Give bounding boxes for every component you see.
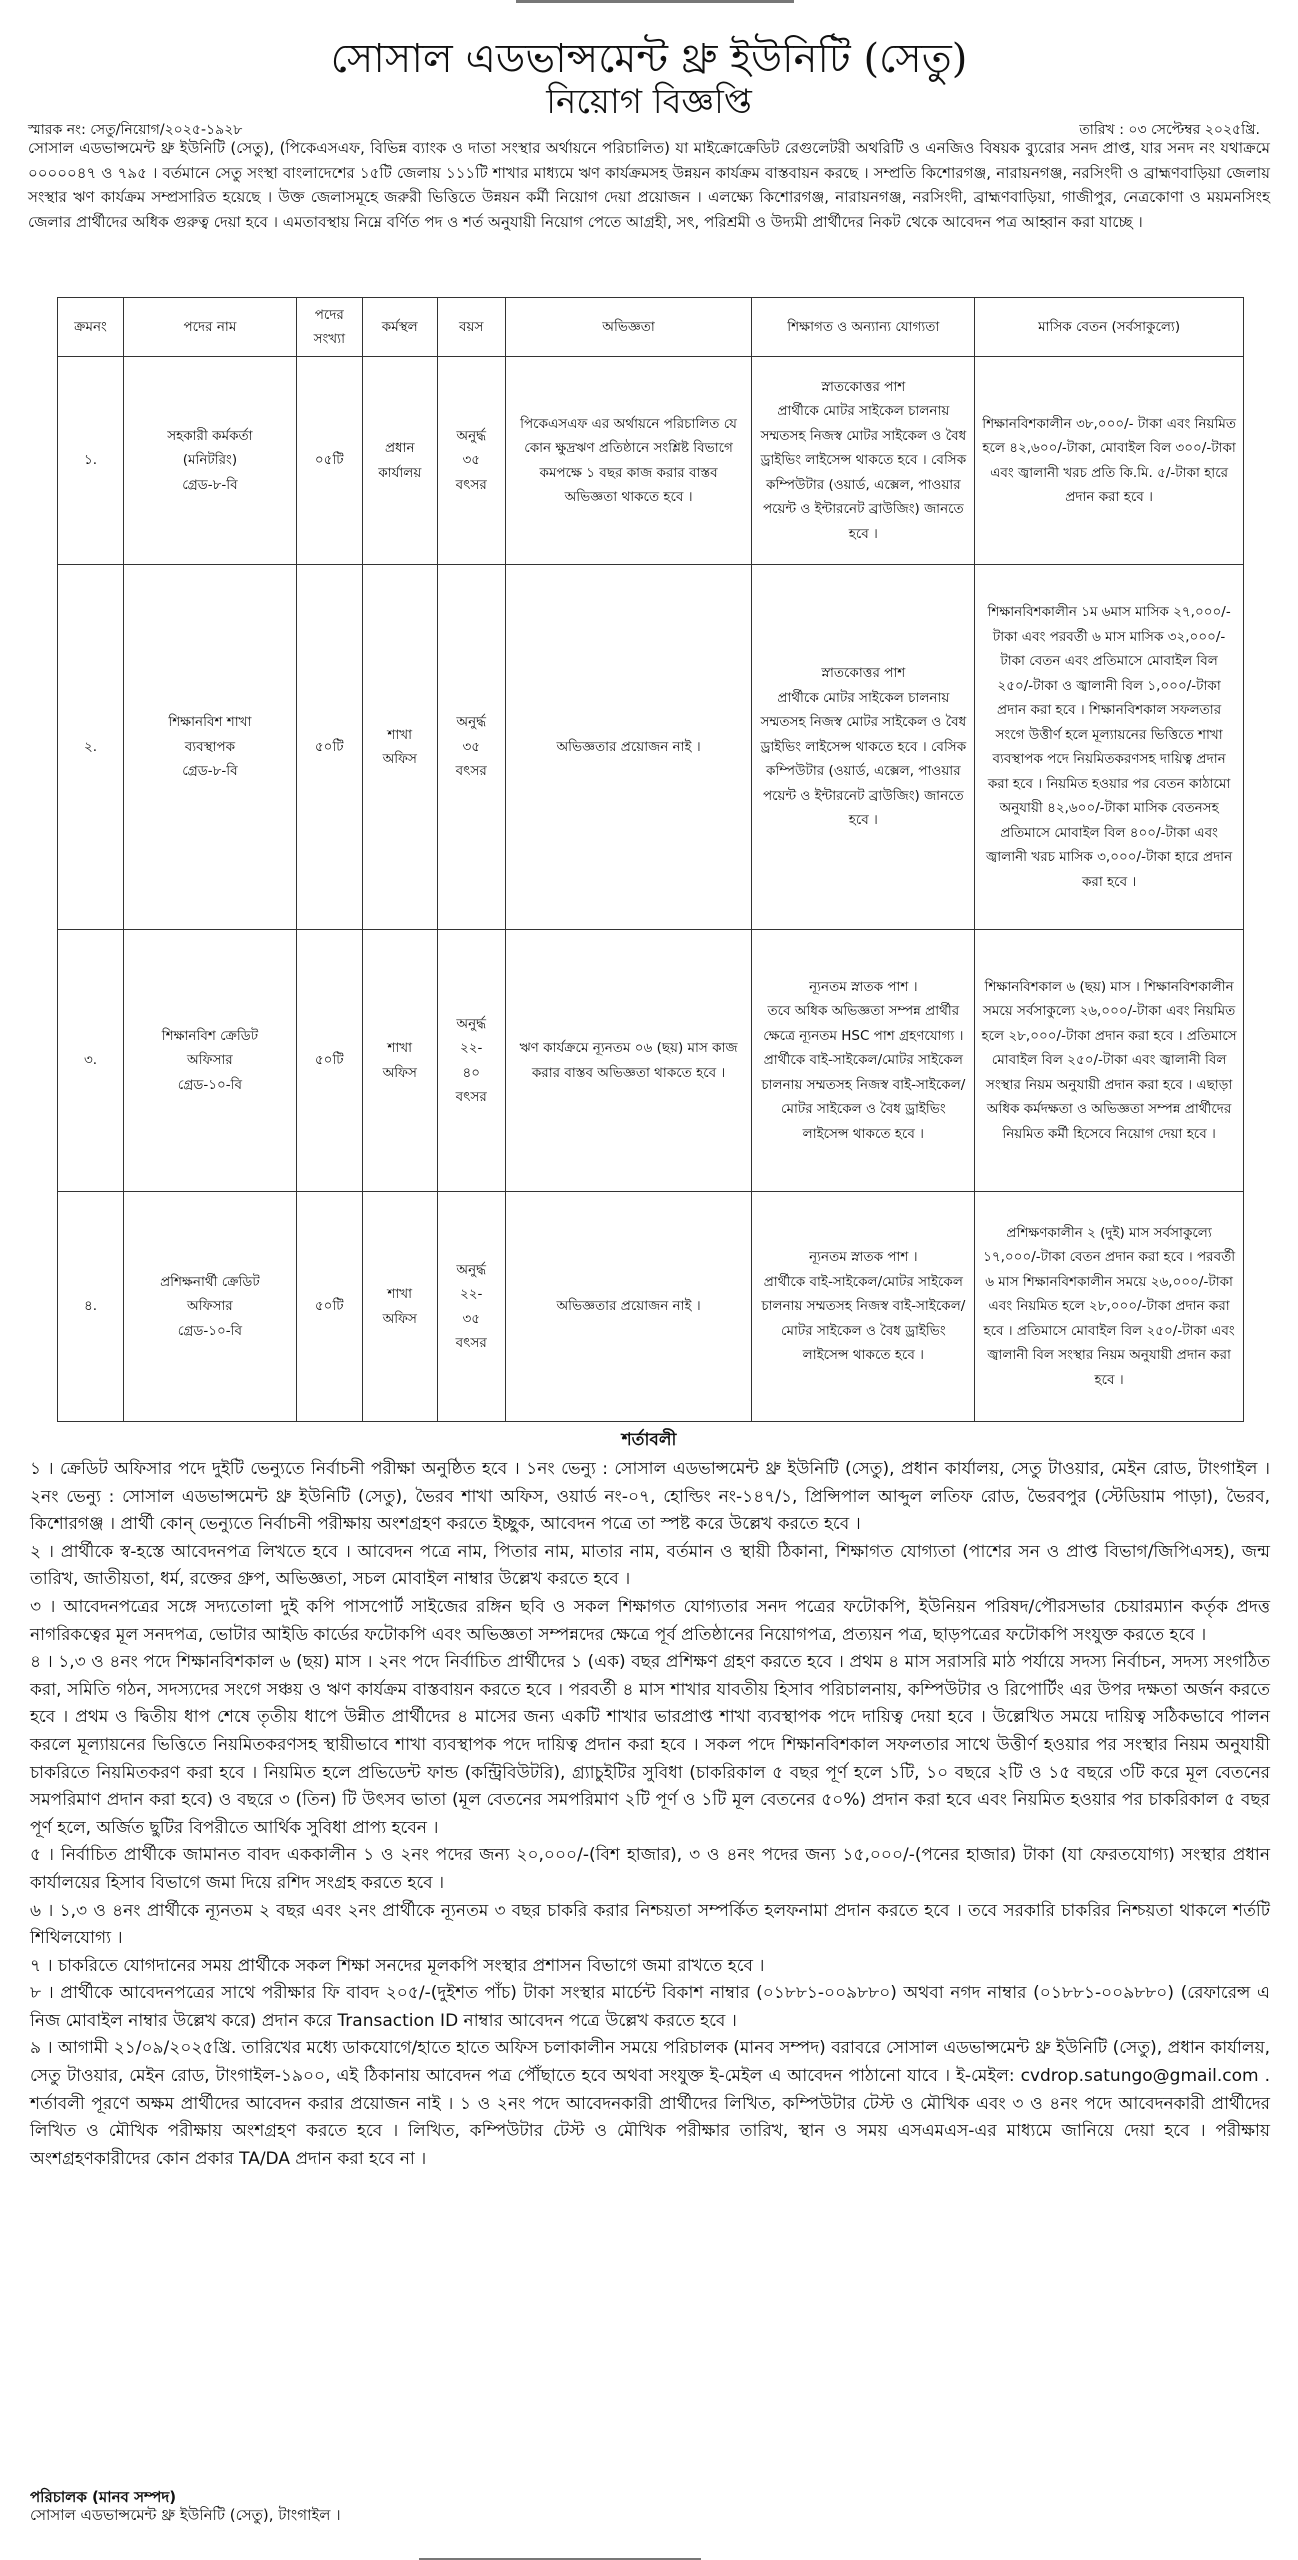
post-grade: গ্রেড-৮-বি	[182, 476, 238, 493]
memo-number: স্মারক নং: সেতু/নিয়োগ/২০২৫-১৯২৮	[28, 122, 243, 138]
notice-title: নিয়োগ বিজ্ঞপ্তি	[546, 82, 752, 122]
age-limit	[437, 565, 505, 930]
workplace-line: অফিস	[382, 751, 417, 767]
salary: শিক্ষানবিশকালীন ১ম ৬মাস মাসিক ২৭,০০০/-টাকা এবং পরবর্তী ৬ মাস মাসিক ৩২,০০০/-টাকা বেতন এবং প্রতিমাসে মোবাইল বিল ২৫০/-টাকা ও জ্বালানী বিল ১,০০০/-টাকা প্রদান করা হবে । শিক্ষানবিশকাল সফলতার সংগে উত্তীর্ণ হলে মূল্যায়নের ভিত্তিতে শাখা ব্যবস্থাপক পদে নিয়মিতকরণসহ দায়িত্ব প্রদান করা হবে । নিয়মিত হওয়ার পর বেতন কাঠামো অনুযায়ী ৪২,৬০০/-টাকা মাসিক বেতনসহ প্রতিমাসে মোবাইল বিল ৪০০/-টাকা এবং জ্বালানী খরচ মাসিক ৩,০০০/-টাকা হারে প্রদান করা হবে ।	[975, 565, 1244, 930]
workplace-line: শাখা	[387, 726, 413, 743]
table-row	[58, 357, 1244, 565]
terms-list	[30, 1456, 1270, 2173]
age-line: বৎসর	[455, 1335, 487, 1351]
workplace	[362, 930, 437, 1192]
workplace-line: প্রধান	[384, 440, 415, 456]
workplace	[362, 565, 437, 930]
col-count: পদের সংখ্যা	[296, 298, 362, 357]
col-post: পদের নাম	[123, 298, 296, 357]
post-grade: গ্রেড-৮-বি	[182, 763, 238, 780]
signatory-role: পরিচালক (মানব সম্পদ)	[30, 2488, 177, 2506]
term-item: ৩ । আবেদনপত্রের সঙ্গে সদ্যতোলা দুই কপি পাসপোর্ট সাইজের রঙ্গিন ছবি ও সকল শিক্ষাগত যোগ্যতার সনদ পত্রের ফটোকপি, ইউনিয়ন পরিষদ/পৌরসভার চেয়ারম্যান কর্তৃক প্রদত্ত নাগরিকত্বের মূল সনদপত্র, ভোটার আইডি কার্ডের ফটোকপি এবং অভিজ্ঞতা সম্পন্নদের ক্ষেত্রে পূর্ব প্রতিষ্ঠানের নিয়োগপত্র, প্রত্যয়ন পত্র, ছাড়পত্রের ফটোকপি সংযুক্ত করতে হবে ।	[30, 1596, 1270, 1645]
terms-heading: শর্তাবলী	[621, 1430, 677, 1450]
serial: ১.	[58, 357, 124, 565]
term-item: ৫ । নির্বাচিত প্রার্থীকে জামানত বাবদ এককালীন ১ ও ২নং পদের জন্য ২০,০০০/-(বিশ হাজার), ৩ ও ৪নং পদের জন্য ১৫,০০০/-(পনের হাজার) টাকা (যা ফেরতযোগ্য) সংস্থার প্রধান কার্যালয়ের হিসাব বিভাগে জমা দিয়ে রশিদ সংগ্রহ করতে হবে ।	[30, 1845, 1270, 1893]
age-line: ৩৫	[462, 1310, 480, 1327]
age-line: অনুর্দ্ধ	[456, 1015, 487, 1032]
post-count: ৫০টি	[296, 1192, 362, 1422]
post-count: ৫০টি	[296, 930, 362, 1192]
term-item: ৯ । আগামী ২১/০৯/২০২৫খ্রি. তারিখের মধ্যে ডাকযোগে/হাতে হাতে অফিস চলাকালীন সময়ে পরিচালক (মানব সম্পদ) বরাবরে সোসাল এডভান্সমেন্ট থ্রু ইউনিটি (সেতু), প্রধান কার্যালয়, সেতু টাওয়ার, মেইন রোড, টাংগাইল-১৯০০, এই ঠিকানায় আবেদন পত্র পৌঁছাতে হবে অথবা সংযুক্ত ই-মেইল এ আবেদন পাঠানো যাবে । ই-মেইল: cvdrop.satungo@gmail.com . শর্তাবলী পূরণে অক্ষম প্রার্থীদের আবেদন করার প্রয়োজন নাই । ১ ও ২নং পদে আবেদনকারী প্রার্থীদের লিখিত, কম্পিউটার টেস্ট ও মৌখিক এবং ৩ ও ৪নং পদে আবেদনকারী প্রার্থীদের লিখিত ও মৌখিক পরীক্ষায় অংশগ্রহণ করতে হবে । লিখিত, কম্পিউটার টেস্ট ও মৌখিক পরীক্ষার তারিখ, স্থান ও সময় এসএমএস-এর মাধ্যমে জানিয়ে দেয়া হবে । পরীক্ষায় অংশগ্রহণকারীদের কোন প্রকার TA/DA প্রদান করা হবে না ।	[30, 2038, 1270, 2169]
post-title: সহকারী কর্মকর্তা	[167, 427, 253, 444]
col-experience: অভিজ্ঞতা	[505, 298, 752, 357]
post-title: শিক্ষানবিশ শাখা	[168, 714, 252, 731]
col-salary: মাসিক বেতন (সর্বসাকুল্যে)	[975, 298, 1244, 357]
workplace-line: অফিস	[382, 1310, 417, 1327]
age-line: ২২-	[459, 1286, 483, 1302]
notice-date: তারিখ : ০৩ সেপ্টেম্বর ২০২৫খ্রি.	[1079, 122, 1260, 138]
positions-table	[57, 297, 1244, 1422]
qualification-line: তবে অধিক অভিজ্ঞতা সম্পন্ন প্রার্থীর ক্ষেত্রে ন্যূনতম HSC পাশ গ্রহণযোগ্য ।	[763, 1003, 964, 1044]
experience: অভিজ্ঞতার প্রয়োজন নাই ।	[505, 565, 752, 930]
term-item: ৬ । ১,৩ ও ৪নং প্রার্থীকে ন্যূনতম ২ বছর এবং ২নং প্রার্থীকে ন্যূনতম ৩ বছর চাকরি করার নিশ্চয়তা সম্পর্কিত হলফনামা প্রদান করতে হবে । তবে সরকারি চাকরির নিশ্চয়তা থাকলে শর্তটি শিথিলযোগ্য ।	[30, 1900, 1270, 1949]
qualification-line: প্রার্থীকে মোটর সাইকেল চালনায় সম্মতসহ নিজস্ব মোটর সাইকেল ও বৈধ ড্রাইভিং লাইসেন্স থাকতে হবে । বেসিক কম্পিউটার (ওয়ার্ড, এক্সেল, পাওয়ার পয়েন্ট ও ইন্টারনেট ব্রাউজিং) জানতে হবে ।	[760, 689, 967, 829]
age-limit	[437, 930, 505, 1192]
salary: প্রশিক্ষণকালীন ২ (দুই) মাস সর্বসাকুল্যে ১৭,০০০/-টাকা বেতন প্রদান করা হবে । পরবর্তী ৬ মাস শিক্ষানবিশকালীন সময়ে ২৬,০০০/-টাকা এবং নিয়মিত হলে ২৮,০০০/-টাকা প্রদান করা হবে । প্রতিমাসে মোবাইল বিল ২৫০/-টাকা এবং জ্বালানী বিল সংস্থার নিয়ম অনুযায়ী প্রদান করা হবে ।	[975, 1192, 1244, 1422]
post-count: ০৫টি	[296, 357, 362, 565]
qualification	[752, 1192, 975, 1422]
table-row	[58, 565, 1244, 930]
intro-paragraph: সোসাল এডভান্সমেন্ট থ্রু ইউনিটি (সেতু), (পিকেএসএফ, বিভিন্ন ব্যাংক ও দাতা সংস্থার অর্থায়নে পরিচালিত) যা মাইক্রোক্রেডিট রেগুলেটরী অথরিটি ও এনজিও বিষয়ক ব্যুরোর সনদ প্রাপ্ত, যার সনদ নং যথাক্রমে ০০০০০৪৭ ও ৭৯৫ । বর্তমানে সেতু সংস্থা বাংলাদেশের ১৫টি জেলায় ১১১টি শাখার মাধ্যমে ঋণ কার্যক্রমসহ উন্নয়ন কার্যক্রম বাস্তবায়ন করছে । সম্প্রতি কিশোরগঞ্জ, নারায়নগঞ্জ, নরসিংদী ও ব্রাহ্মণবাড়িয়া জেলায় সংস্থার ঋণ কার্যক্রম সম্প্রসারিত হয়েছে । উক্ত জেলাসমূহে জরুরী ভিত্তিতে উন্নয়ন কর্মী নিয়োগ দেয়া প্রয়োজন । এলক্ষ্যে কিশোরগঞ্জ, নারায়নগঞ্জ, নরসিংদী, ব্রাহ্মণবাড়িয়া, গাজীপুর, নেত্রকোণা ও ময়মনসিংহ জেলার প্রার্থীদের অধিক গুরুত্ব দেয়া হবে । এমতাবস্থায় নিম্নে বর্ণিত পদ ও শর্ত অনুযায়ী নিয়োগ পেতে আগ্রহী, সৎ, পরিশ্রমী ও উদ্যমী প্রার্থীদের নিকট থেকে আবেদন পত্র আহ্বান করা যাচ্ছে ।	[28, 139, 1270, 231]
post-subtitle: অফিসার	[187, 1052, 233, 1069]
workplace-line: শাখা	[387, 1286, 413, 1302]
salary: শিক্ষানবিশকালীন ৩৮,০০০/- টাকা এবং নিয়মিত হলে ৪২,৬০০/-টাকা, মোবাইল বিল ৩০০/-টাকা এবং জ্বালানী খরচ প্রতি কি.মি. ৫/-টাকা হারে প্রদান করা হবে ।	[975, 357, 1244, 565]
col-serial: ক্রমনং	[58, 298, 124, 357]
top-divider	[516, 0, 794, 3]
org-title: সোসাল এডভান্সমেন্ট থ্রু ইউনিটি (সেতু)	[330, 36, 968, 82]
qualification-line: স্নাতকোত্তর পাশ	[821, 378, 906, 395]
age-line: ৩৫	[462, 452, 480, 469]
workplace	[362, 357, 437, 565]
serial: ৩.	[58, 930, 124, 1192]
post-name	[123, 930, 296, 1192]
term-item: ১ । ক্রেডিট অফিসার পদে দুইটি ভেন্যুতে নির্বাচনী পরীক্ষা অনুষ্ঠিত হবে । ১নং ভেন্যু : সোসাল এডভান্সমেন্ট থ্রু ইউনিটি (সেতু), প্রধান কার্যালয়, সেতু টাওয়ার, মেইন রোড, টাংগাইল । ২নং ভেন্যু : সোসাল এডভান্সমেন্ট থ্রু ইউনিটি (সেতু), ভৈরব শাখা অফিস, ওয়ার্ড নং-০৭, হোল্ডিং নং-১৪৭/১, প্রিন্সিপাল আব্দুল লতিফ রোড, ভৈরবপুর (স্টেডিয়াম পাড়া), ভৈরব, কিশোরগঞ্জ । প্রার্থী কোন্ ভেন্যুতে নির্বাচনী পরীক্ষায় অংশগ্রহণ করতে ইচ্ছুক, আবেদন পত্রে তা স্পষ্ট করে উল্লেখ করতে হবে ।	[30, 1459, 1270, 1535]
age-line: ৩৫	[462, 738, 480, 755]
age-line: অনুর্দ্ধ	[456, 714, 487, 731]
age-line: ৪০	[462, 1064, 480, 1081]
qualification-line: প্রার্থীকে বাই-সাইকেল/মোটর সাইকেল চালনায় সম্মতসহ নিজস্ব বাই-সাইকেল/মোটর সাইকেল ও বৈধ ড্রাইভিং লাইসেন্স থাকতে হবে ।	[761, 1052, 966, 1142]
col-age: বয়স	[437, 298, 505, 357]
post-name	[123, 565, 296, 930]
qualification	[752, 565, 975, 930]
workplace-line: অফিস	[382, 1064, 417, 1081]
post-grade: গ্রেড-১০-বি	[177, 1322, 242, 1339]
post-count: ৫০টি	[296, 565, 362, 930]
workplace-line: কার্যালয়	[378, 464, 422, 481]
term-item: ৭ । চাকরিতে যোগদানের সময় প্রার্থীকে সকল শিক্ষা সনদের মূলকপি সংস্থার প্রশাসন বিভাগে জমা রাখতে হবে ।	[30, 1955, 765, 1976]
table-row	[58, 1192, 1244, 1422]
age-line: ২২-	[459, 1040, 483, 1056]
table-header-row	[58, 298, 1244, 357]
salary: শিক্ষানবিশকাল ৬ (ছয়) মাস । শিক্ষানবিশকালীন সময়ে সর্বসাকুল্যে ২৬,০০০/-টাকা এবং নিয়মিত হলে ২৮,০০০/-টাকা প্রদান করা হবে । প্রতিমাসে মোবাইল বিল ২৫০/-টাকা এবং জ্বালানী বিল সংস্থার নিয়ম অনুযায়ী প্রদান করা হবে । এছাড়া অধিক কর্মদক্ষতা ও অভিজ্ঞতা সম্পন্ন প্রার্থীদের নিয়মিত কর্মী হিসেবে নিয়োগ দেয়া হবে ।	[975, 930, 1244, 1192]
age-line: অনুর্দ্ধ	[456, 1261, 487, 1278]
col-qualification: শিক্ষাগত ও অন্যান্য যোগ্যতা	[752, 298, 975, 357]
table-row	[58, 930, 1244, 1192]
post-title: শিক্ষানবিশ ক্রেডিট	[161, 1027, 259, 1044]
post-subtitle: অফিসার	[187, 1298, 233, 1315]
post-name	[123, 357, 296, 565]
age-line: অনুর্দ্ধ	[456, 427, 487, 444]
experience: অভিজ্ঞতার প্রয়োজন নাই ।	[505, 1192, 752, 1422]
qualification-line: প্রার্থীকে মোটর সাইকেল চালনায় সম্মতসহ নিজস্ব মোটর সাইকেল ও বৈধ ড্রাইভিং লাইসেন্স থাকতে হবে । বেসিক কম্পিউটার (ওয়ার্ড, এক্সেল, পাওয়ার পয়েন্ট ও ইন্টারনেট ব্রাউজিং) জানতে হবে ।	[760, 403, 967, 542]
age-limit	[437, 1192, 505, 1422]
post-subtitle: ব্যবস্থাপক	[184, 738, 236, 755]
serial: ২.	[58, 565, 124, 930]
age-line: বৎসর	[455, 476, 487, 493]
post-grade: গ্রেড-১০-বি	[177, 1076, 242, 1093]
post-subtitle: (মনিটরিং)	[182, 452, 238, 469]
age-line: বৎসর	[455, 763, 487, 780]
experience: পিকেএসএফ এর অর্থায়নে পরিচালিত যে কোন ক্ষুদ্রঋণ প্রতিষ্ঠানে সংশ্লিষ্ট বিভাগে কমপক্ষে ১ বছর কাজ করার বাস্তব অভিজ্ঞতা থাকতে হবে ।	[505, 357, 752, 565]
qualification-line: ন্যূনতম স্নাতক পাশ ।	[809, 1249, 918, 1266]
col-workplace: কর্মস্থল	[362, 298, 437, 357]
post-title: প্রশিক্ষনার্থী ক্রেডিট	[160, 1273, 260, 1290]
age-limit	[437, 357, 505, 565]
workplace	[362, 1192, 437, 1422]
qualification-line: প্রার্থীকে বাই-সাইকেল/মোটর সাইকেল চালনায় সম্মতসহ নিজস্ব বাই-সাইকেল/মোটর সাইকেল ও বৈধ ড্রাইভিং লাইসেন্স থাকতে হবে ।	[761, 1273, 966, 1364]
signature-block	[30, 2488, 341, 2524]
post-name	[123, 1192, 296, 1422]
serial: ৪.	[58, 1192, 124, 1422]
age-line: বৎসর	[455, 1089, 487, 1105]
signatory-org: সোসাল এডভান্সমেন্ট থ্রু ইউনিটি (সেতু), টাংগাইল ।	[30, 2506, 341, 2524]
term-item: ৪ । ১,৩ ও ৪নং পদে শিক্ষানবিশকাল ৬ (ছয়) মাস । ২নং পদে নির্বাচিত প্রার্থীদের ১ (এক) বছর প্রশিক্ষণ গ্রহণ করতে হবে । প্রথম ৪ মাস সরাসরি মাঠ পর্যায়ে সদস্য নির্বাচন, সদস্য সংগঠিত করা, সমিতি গঠন, সদস্যদের সংগে সঞ্চয় ও ঋণ কার্যক্রম বাস্তবায়ন করতে হবে । পরবর্তী ৪ মাস শাখার যাবতীয় হিসাব পরিচালনায়, কম্পিউটার ও রিপোর্টিং এর উপর দক্ষতা অর্জন করতে হবে । প্রথম ও দ্বিতীয় ধাপ শেষে তৃতীয় ধাপে উন্নীত প্রার্থীদের ৪ মাসের জন্য একটি শাখার ভারপ্রাপ্ত শাখা ব্যবস্থাপক পদে দায়িত্ব দেয়া হবে । উল্লেখিত সময়ে দায়িত্ব সঠিকভাবে পালন করলে মূল্যায়নের ভিত্তিতে নিয়মিতকরণসহ স্থায়ীভাবে শাখা ব্যবস্থাপক পদে দায়িত্ব প্রদান করা হবে । সকল পদে শিক্ষানবিশকাল সফলতার সাথে উত্তীর্ণ হওয়ার পর সংস্থার নিয়ম অনুযায়ী চাকরিতে নিয়মিতকরণ করা হবে । নিয়মিত হলে প্রভিডেন্ট ফান্ড (কন্ট্রিবিউটরি), গ্র্যাচুইটির সুবিধা (চাকরিকাল ৫ বছর পূর্ণ হলে ১টি, ১০ বছরে ২টি ও ১৫ বছরে ৩টি করে মূল বেতনের সমপরিমাণ প্রদান করা হবে) ও বছরে ৩ (তিন) টি উৎসব ভাতা (মূল বেতনের সমপরিমাণ ২টি পূর্ণ ও ১টি মূল বেতনের ৫০%) প্রদান করা হবে এবং নিয়মিত হওয়ার পর চাকরিকাল ৫ বছর পূর্ণ হলে, অর্জিত ছুটির বিপরীতে আর্থিক সুবিধা প্রাপ্য হবেন ।	[30, 1652, 1270, 1838]
qualification-line: ন্যূনতম স্নাতক পাশ ।	[809, 978, 918, 995]
term-item: ২ । প্রার্থীকে স্ব-হস্তে আবেদনপত্র লিখতে হবে । আবেদন পত্রে নাম, পিতার নাম, মাতার নাম, বর্তমান ও স্থায়ী ঠিকানা, শিক্ষাগত যোগ্যতা (পাশের সন ও প্রাপ্ত বিভাগ/জিপিএসহ), জন্ম তারিখ, জাতীয়তা, ধর্ম, রক্তের গ্রুপ, অভিজ্ঞতা, সচল মোবাইল নাম্বার উল্লেখ করতে হবে ।	[30, 1541, 1270, 1590]
qualification	[752, 930, 975, 1192]
workplace-line: শাখা	[387, 1040, 413, 1056]
qualification-line: স্নাতকোত্তর পাশ	[821, 665, 906, 682]
qualification	[752, 357, 975, 565]
experience: ঋণ কার্যক্রমে ন্যূনতম ০৬ (ছয়) মাস কাজ করার বাস্তব অভিজ্ঞতা থাকতে হবে ।	[505, 930, 752, 1192]
term-item: ৮ । প্রার্থীকে আবেদনপত্রের সাথে পরীক্ষার ফি বাবদ ২০৫/-(দুইশত পাঁচ) টাকা সংস্থার মার্চেন্ট বিকাশ নাম্বার (০১৮৮১-০০৯৮৮০) অথবা নগদ নাম্বার (০১৮৮১-০০৯৮৮০) (রেফারেন্স এ নিজ মোবাইল নাম্বার উল্লেখ করে) প্রদান করে Transaction ID নাম্বার আবেদন পত্রে উল্লেখ করতে হবে ।	[30, 1983, 1270, 2031]
